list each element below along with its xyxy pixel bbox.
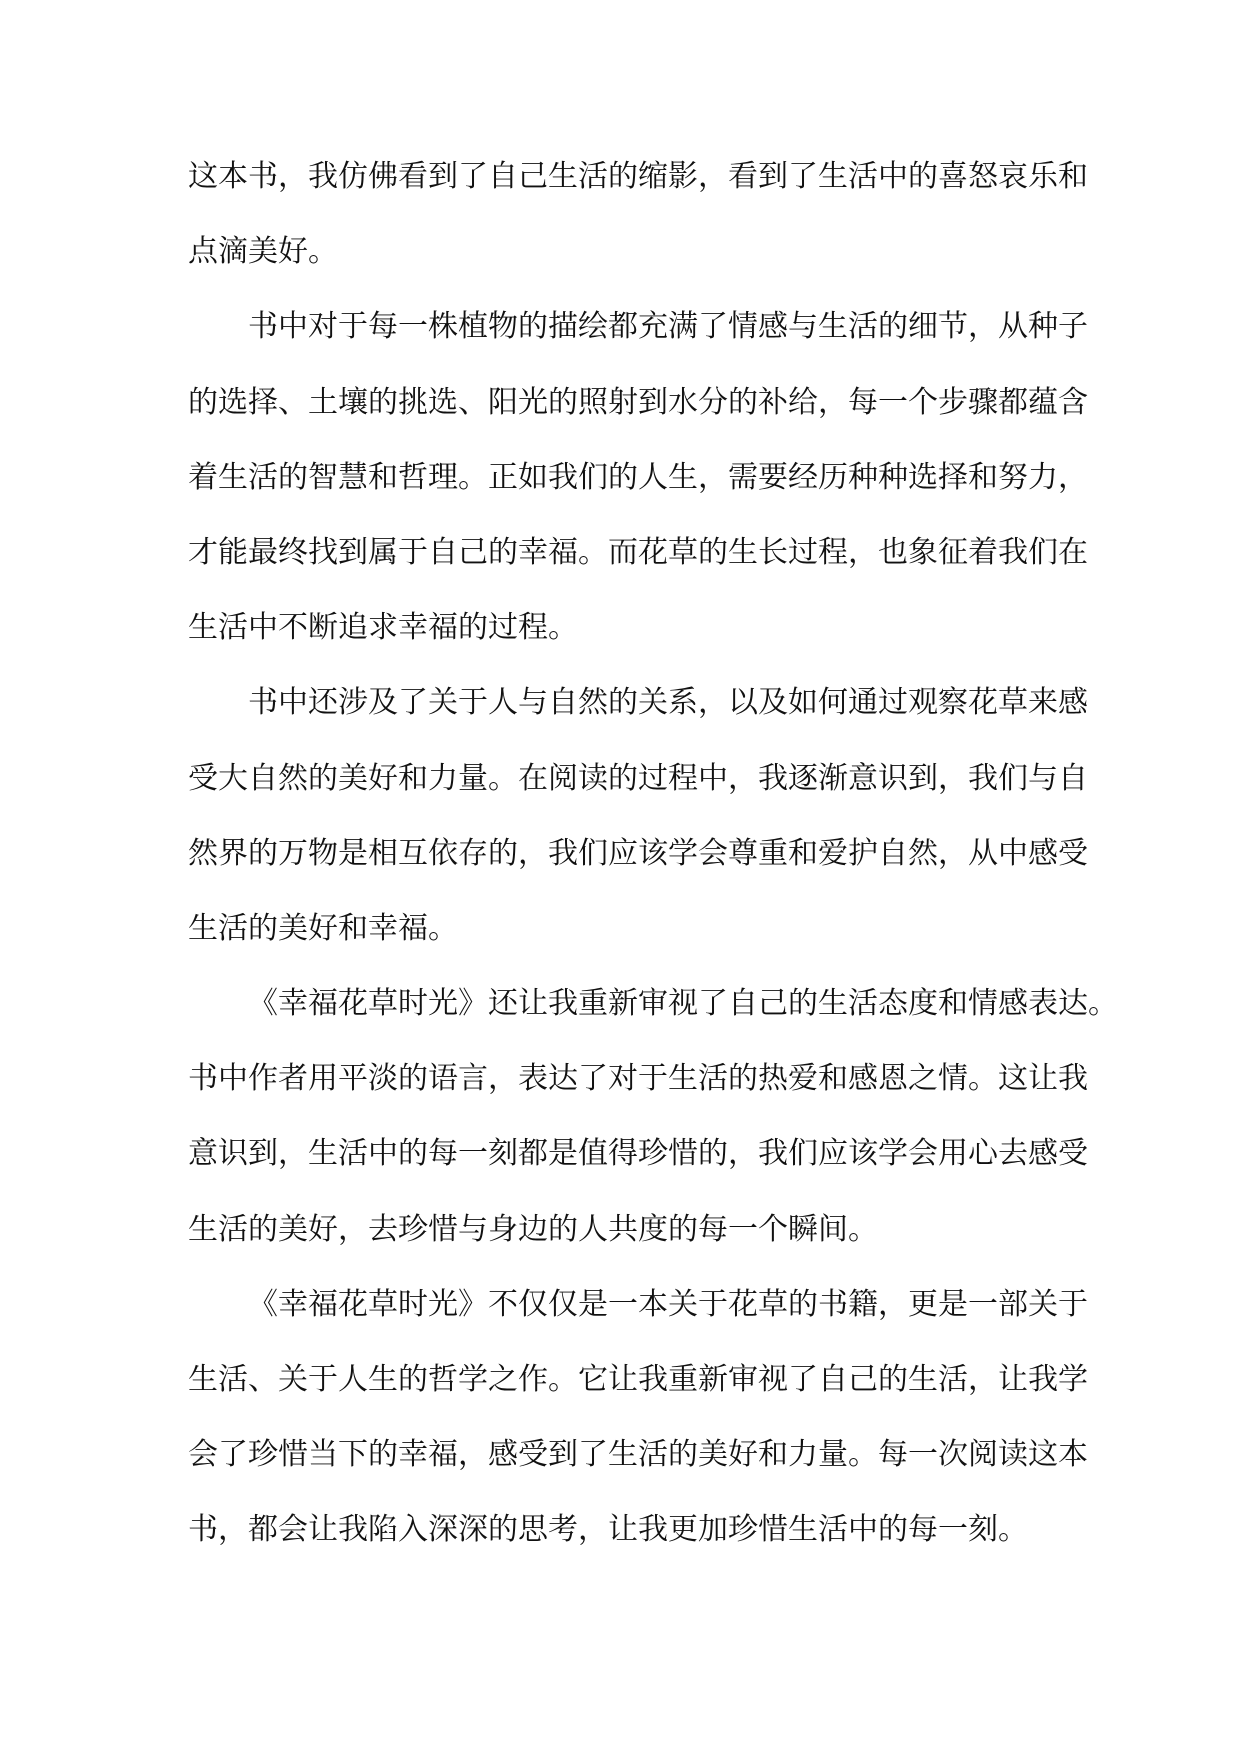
text-line: 着生活的智慧和哲理。正如我们的人生，需要经历种种选择和努力， xyxy=(188,459,1088,495)
text-line: 书中对于每一株植物的描绘都充满了情感与生活的细节，从种子 xyxy=(248,309,1088,345)
document-body xyxy=(188,139,1118,1568)
text-line: 点滴美好。 xyxy=(188,234,338,270)
text-line: 生活的美好，去珍惜与身边的人共度的每一个瞬间。 xyxy=(188,1211,878,1247)
paragraph-1 xyxy=(188,139,1088,289)
text-line: 书，都会让我陷入深深的思考，让我更加珍惜生活中的每一刻。 xyxy=(188,1512,1028,1548)
text-line: 意识到，生活中的每一刻都是值得珍惜的，我们应该学会用心去感受 xyxy=(188,1136,1088,1172)
text-line: 才能最终找到属于自己的幸福。而花草的生长过程，也象征着我们在 xyxy=(188,534,1088,570)
text-line: 《幸福花草时光》还让我重新审视了自己的生活态度和情感表达。 xyxy=(248,986,1118,1022)
text-line: 生活中不断追求幸福的过程。 xyxy=(188,610,578,646)
text-line: 然界的万物是相互依存的，我们应该学会尊重和爱护自然，从中感受 xyxy=(188,835,1088,871)
text-line: 受大自然的美好和力量。在阅读的过程中，我逐渐意识到，我们与自 xyxy=(188,760,1088,796)
text-line: 这本书，我仿佛看到了自己生活的缩影，看到了生活中的喜怒哀乐和 xyxy=(188,159,1088,194)
text-line: 会了珍惜当下的幸福，感受到了生活的美好和力量。每一次阅读这本 xyxy=(188,1437,1088,1473)
paragraph-4 xyxy=(188,966,1118,1267)
text-line: 的选择、土壤的挑选、阳光的照射到水分的补给，每一个步骤都蕴含 xyxy=(188,384,1088,420)
text-line: 《幸福花草时光》不仅仅是一本关于花草的书籍，更是一部关于 xyxy=(248,1286,1088,1322)
text-line: 书中还涉及了关于人与自然的关系，以及如何通过观察花草来感 xyxy=(248,685,1088,721)
paragraph-5 xyxy=(188,1267,1088,1568)
text-line: 生活的美好和幸福。 xyxy=(188,910,458,946)
paragraph-2 xyxy=(188,289,1088,665)
text-line: 书中作者用平淡的语言，表达了对于生活的热爱和感恩之情。这让我 xyxy=(188,1061,1088,1097)
text-line: 生活、关于人生的哲学之作。它让我重新审视了自己的生活，让我学 xyxy=(188,1362,1088,1397)
paragraph-3 xyxy=(188,665,1088,966)
